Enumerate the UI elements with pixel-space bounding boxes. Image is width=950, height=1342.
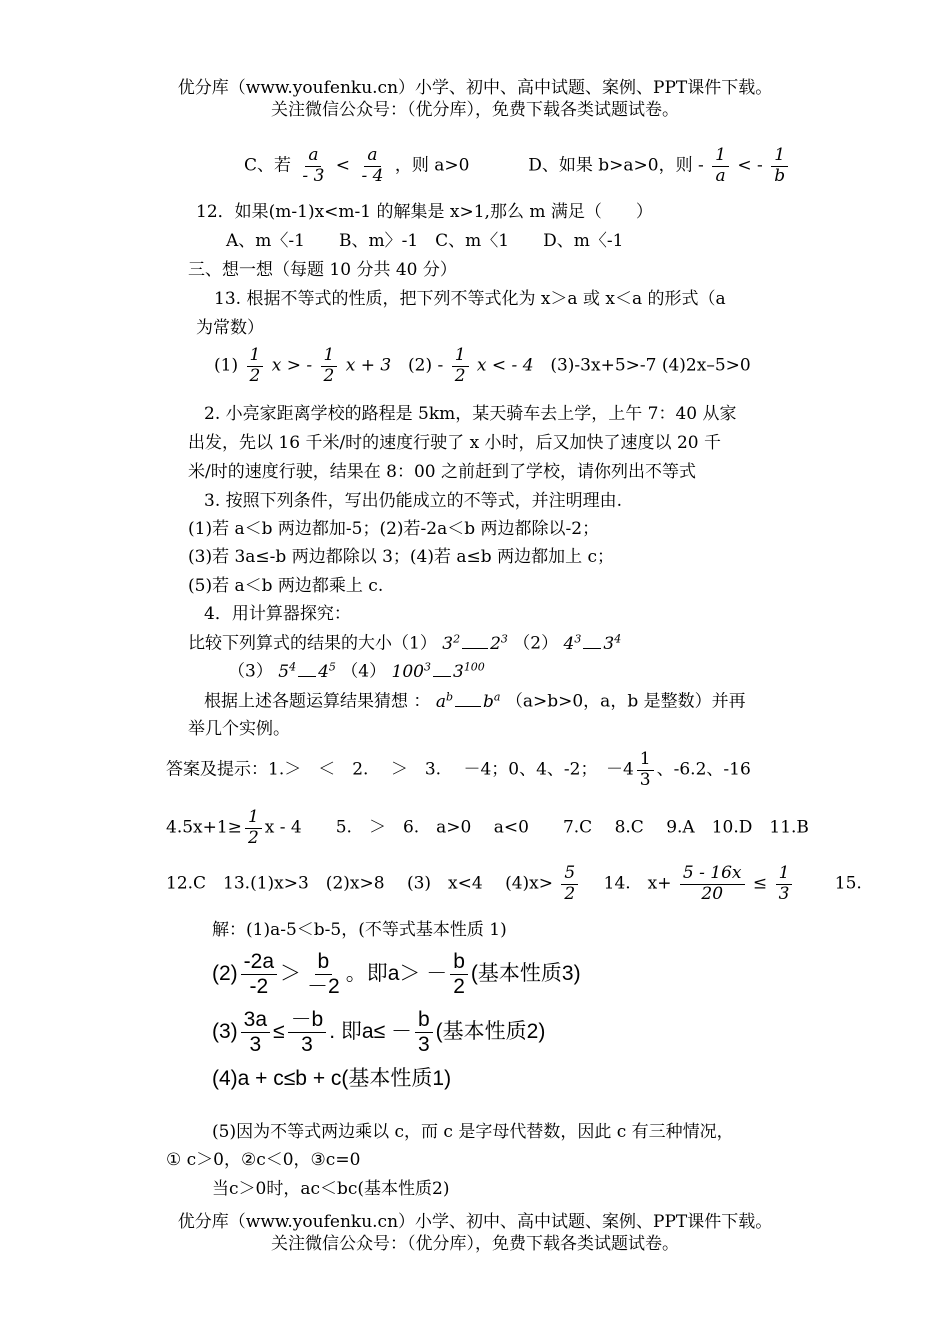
- q13-p2-fraction: $\frac{1}{2}$: [452, 346, 469, 386]
- answers-row-3: 12.C 13.(1)x>3 (2)x>8 (3) x<4 (4)x> $\frac{5}{2}$ 14. x+ $\frac{5 - 16x}{20}$ ≤ $\frac{1}{3}$ 15.: [166, 863, 862, 904]
- answers-row3-fraction-3: $\frac{1}{3}$: [776, 864, 793, 904]
- q11-d-fraction-1: $\frac{1}{a}$: [712, 146, 729, 186]
- q11-c-prefix: C、若: [244, 155, 292, 176]
- q4-title: 4．用计算器探究：: [204, 604, 351, 624]
- solution-3: (3) $\frac{3a}{3}$ ≤ $\frac{-b}{3}$ . 即a≤ － $\frac{b}{3}$ (基本性质2): [212, 1008, 546, 1057]
- solution-1: 解：(1)a-5＜b-5，(不等式基本性质 1): [212, 920, 507, 940]
- q12-options: A、m〈-1 B、m〉-1 C、m〈1 D、m〈-1: [226, 231, 624, 251]
- solution-5-line-2: ① c＞0，②c＜0，③c=0: [166, 1150, 361, 1170]
- solution-4: (4)a + c≤b + c(基本性质1): [212, 1067, 452, 1090]
- q11-c-fraction-1: $\frac{a}{- 3}$: [302, 145, 325, 186]
- q4-guess-line-2: 举几个实例。: [188, 719, 290, 739]
- solution-2-fraction-1: $\frac{-2a}{-2}$: [241, 950, 277, 999]
- header-line-2: 关注微信公众号：（优分库），免费下载各类试题试卷。: [271, 100, 679, 120]
- header-line-1: 优分库（www.youfenku.cn）小学、初中、高中试题、案例、PPT课件下载。: [177, 78, 773, 98]
- answers-row-1: 答案及提示：1.＞ ＜ 2. ＞ 3. －4；0、4、-2； －4 $\frac{1}{3}$ 、-6.2、-16: [166, 749, 751, 790]
- answers-row-2: 4.5x+1≥ $\frac{1}{2}$ x - 4 5. ＞ 6. a>0 a<0 7.C 8.C 9.A 10.D 11.B: [166, 807, 809, 848]
- q13-stem-line-1: 13. 根据不等式的性质，把下列不等式化为 x＞a 或 x＜a 的形式（a: [214, 289, 726, 309]
- solution-5-line-3: 当c＞0时，ac＜bc(基本性质2): [212, 1179, 450, 1199]
- answers-row3-fraction-1: $\frac{5}{2}$: [561, 864, 578, 904]
- answers-row3-fraction-2: $\frac{5 - 16x}{20}$: [680, 864, 745, 904]
- q4-compare-row-2: （3） $5^4$ $4^5$ （4） $100^3$ $3^{100}$: [228, 660, 485, 682]
- q11-c-fraction-2: $\frac{a}{- 4}$: [361, 145, 384, 186]
- q12-stem: 12．如果(m-1)x<m-1 的解集是 x>1,那么 m 满足（ ）: [196, 202, 653, 222]
- q13-p1-fraction-1: $\frac{1}{2}$: [247, 346, 264, 386]
- solution-2: (2) $\frac{-2a}{-2}$ ＞ $\frac{b}{-2}$ 。即a＞ － $\frac{b}{2}$ (基本性质3): [212, 950, 581, 999]
- solution-2-fraction-2: $\frac{b}{-2}$: [307, 950, 340, 999]
- q3-line-3: (3)若 3a≤-b 两边都除以 3；(4)若 a≤b 两边都加上 c；: [188, 547, 615, 567]
- solution-5-line-1: (5)因为不等式两边乘以 c，而 c 是字母代替数，因此 c 有三种情况，: [212, 1122, 734, 1142]
- q11-d-prefix: D、如果 b>a>0，则 -: [528, 155, 704, 176]
- q2-line-1: 2. 小亮家距离学校的路程是 5km，某天骑车去上学，上午 7：40 从家: [204, 404, 737, 424]
- q11-d-fraction-2: $\frac{1}{b}$: [771, 146, 788, 186]
- solution-3-fraction-2: $\frac{-b}{3}$: [288, 1008, 327, 1057]
- footer-line-1: 优分库（www.youfenku.cn）小学、初中、高中试题、案例、PPT课件下载。: [177, 1212, 773, 1232]
- q11-c-suffix: ，则 a>0: [394, 155, 470, 176]
- solution-2-fraction-3: $\frac{b}{2}$: [450, 950, 468, 999]
- answers-row1-fraction: $\frac{1}{3}$: [637, 750, 654, 790]
- footer-line-2: 关注微信公众号：（优分库），免费下载各类试题试卷。: [271, 1234, 679, 1254]
- q11-options: C、若 $\frac{a}{- 3}$ < $\frac{a}{- 4}$ ，则 a>0 D、如果 b>a>0，则 - $\frac{1}{a}$ < - $\frac{1}{b}$: [244, 146, 791, 186]
- section-3-title: 三、想一想（每题 10 分共 40 分）: [188, 260, 457, 280]
- q13-stem-line-2: 为常数）: [196, 318, 264, 338]
- q3-line-1: 3. 按照下列条件，写出仍能成立的不等式，并注明理由.: [204, 491, 623, 511]
- solution-3-fraction-3: $\frac{b}{3}$: [415, 1008, 433, 1057]
- solution-3-fraction-1: $\frac{3a}{3}$: [241, 1008, 270, 1057]
- q4-guess: 根据上述各题运算结果猜想 ： $a^b$ $b^a$ （a>b>0，a，b 是整数）并再: [204, 690, 746, 712]
- q13-p1-fraction-2: $\frac{1}{2}$: [321, 346, 338, 386]
- q4-compare-row-1: 比较下列算式的结果的大小（1） $3^2$ $2^3$ （2） $4^3$ $3^4$: [188, 632, 622, 654]
- answers-row2-fraction: $\frac{1}{2}$: [245, 808, 262, 848]
- q3-line-2: (1)若 a＜b 两边都加-5；(2)若-2a＜b 两边都除以-2；: [188, 519, 600, 539]
- q3-line-4: (5)若 a＜b 两边都乘上 c.: [188, 576, 384, 596]
- q13-problems: (1) $\frac{1}{2}$ x > - $\frac{1}{2}$ x + 3 (2) - $\frac{1}{2}$ x < - 4 (3)-3x+5>-7 (4)2x–5>0: [214, 345, 751, 386]
- q2-line-2: 出发，先以 16 千米/时的速度行驶了 x 小时，后又加快了速度以 20 千: [188, 433, 722, 453]
- q2-line-3: 米/时的速度行驶，结果在 8：00 之前赶到了学校，请你列出不等式: [188, 462, 696, 482]
